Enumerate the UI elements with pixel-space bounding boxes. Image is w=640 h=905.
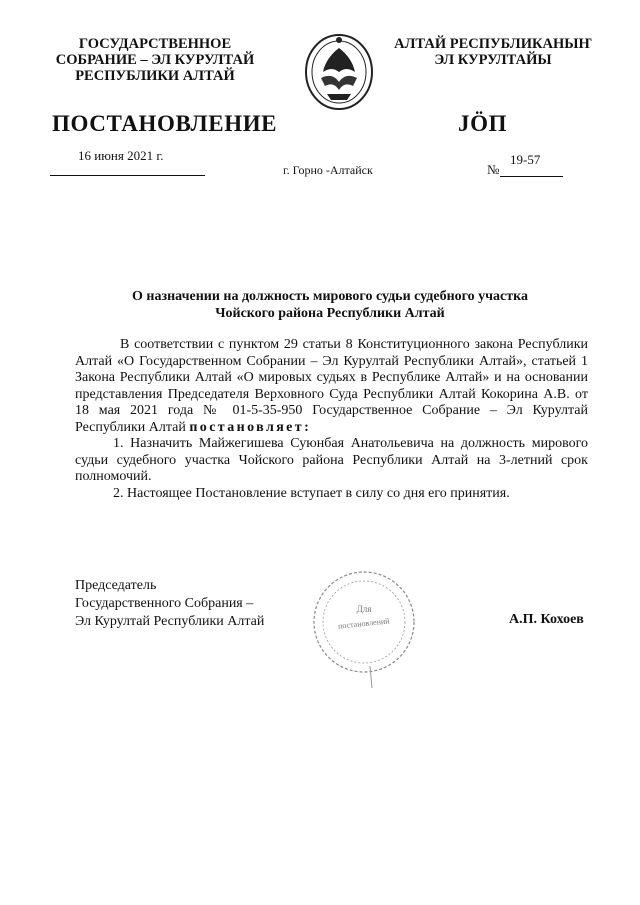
document-type-russian: ПОСТАНОВЛЕНИЕ: [52, 111, 278, 136]
document-city: г. Горно -Алтайск: [283, 163, 373, 177]
document-body: [75, 337, 588, 502]
official-stamp-icon: [308, 566, 420, 690]
number-underline: [500, 176, 563, 177]
document-date: 16 июня 2021 г.: [78, 148, 164, 163]
resolution-item: 2. Настоящее Постановление вступает в силу со дня его принятия.: [113, 485, 510, 501]
issuer-line: ЭЛ КУРУЛТАЙЫ: [434, 52, 552, 68]
resolution-item: 1. Назначить Майжегишева Суюнбая Анатольевича на должность мирового судьи судебного участка Чойского района Республики Алтай на 3-летний срок полномочий.: [75, 436, 588, 484]
position-line: Председатель: [75, 578, 157, 593]
document-number: 19-57: [510, 152, 541, 167]
issuer-name-altai: [378, 36, 608, 68]
signatory-name: А.П. Кохоев: [509, 612, 584, 627]
preamble-text: В соответствии с пунктом 29 статьи 8 Конституционного закона Республики Алтай «О Государственном Собрании – Эл Курултай Республики Алтай», статьей 1 Закона Республики Алтай «О мировых судьях в Республике Алтай» и на основании представления Председателя Верховного Суда Республики Алтай Кокорина А.В. от 18 мая 2021 года № 01-5-35-950 Государственное Собрание – Эл Курултай Республики Алтай: [75, 337, 588, 435]
issuer-name-russian: [40, 36, 270, 84]
position-line: Государственного Собрания –: [75, 596, 254, 611]
document-type-altai: JӦП: [458, 111, 508, 136]
document-title: [60, 288, 600, 322]
altai-republic-emblem-icon: [301, 28, 377, 116]
number-sign: №: [487, 162, 500, 177]
issuer-line: РЕСПУБЛИКИ АЛТАЙ: [75, 68, 235, 84]
issuer-line: ГОСУДАРСТВЕННОЕ: [78, 36, 232, 52]
stamp-text-line: постановлений: [337, 616, 390, 631]
signatory-position: [75, 577, 264, 631]
preamble-paragraph: [75, 337, 588, 436]
resolves-word: постановляет:: [189, 419, 312, 435]
position-line: Эл Курултай Республики Алтай: [75, 614, 265, 629]
stamp-text-line: Для: [356, 604, 372, 614]
title-line: Чойского района Республики Алтай: [215, 306, 445, 321]
issuer-line: СОБРАНИЕ – ЭЛ КУРУЛТАЙ: [55, 52, 255, 68]
date-underline: [50, 175, 205, 176]
issuer-line: АЛТАЙ РЕСПУБЛИКАНЫҤ: [394, 36, 592, 52]
title-line: О назначении на должность мирового судьи судебного участка: [132, 289, 528, 304]
